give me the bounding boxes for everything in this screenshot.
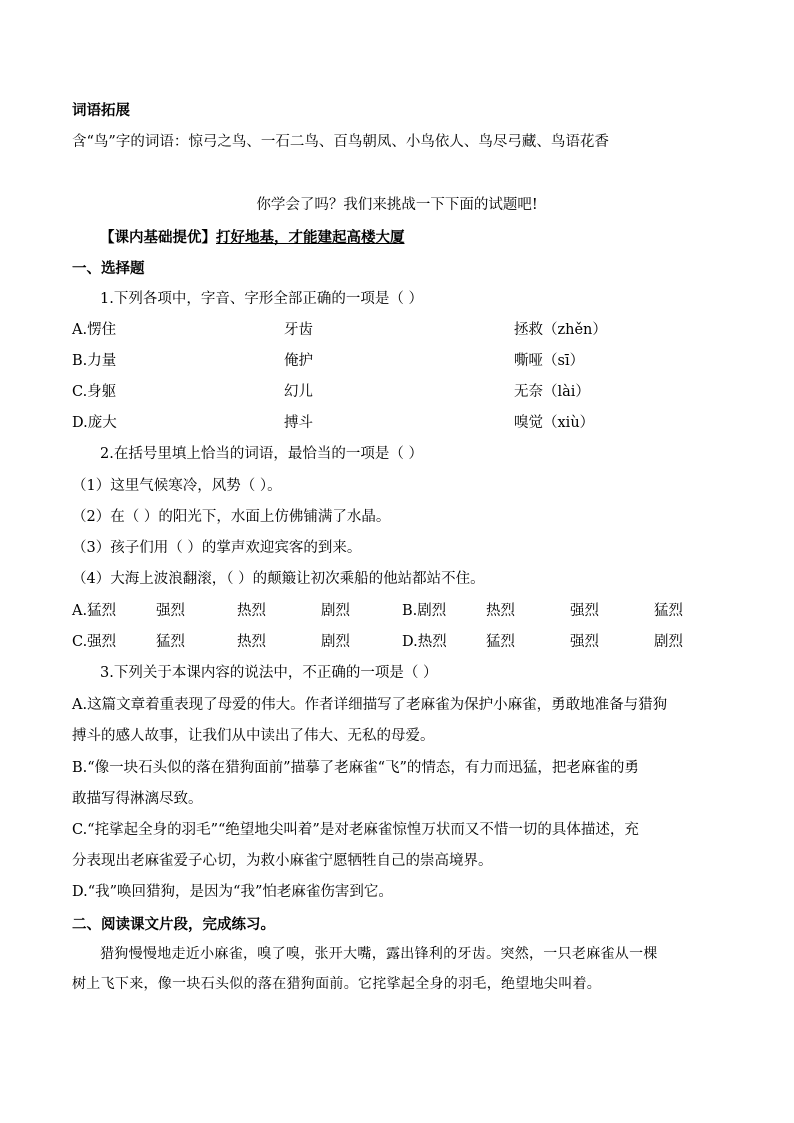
q2-cell: 剧烈 xyxy=(321,634,350,650)
q3-line: 分表现出老麻雀爱子心切，为救小麻雀宁愿牺牲自己的崇高境界。 xyxy=(72,853,493,869)
q2-cell: 强烈 xyxy=(570,634,599,650)
part2-heading: 二、阅读课文片段，完成练习。 xyxy=(72,916,275,933)
q1-cell: C.身躯 xyxy=(72,384,117,400)
banner-slogan: 打好地基，才能建起高楼大厦 xyxy=(216,229,405,246)
passage-line: 树上飞下来，像一块石头似的落在猎狗面前。它挓挲起全身的羽毛，绝望地尖叫着。 xyxy=(72,976,602,992)
q2-option-row xyxy=(72,603,722,623)
section-banner xyxy=(100,229,405,247)
banner-bracket: 【课内基础提优】 xyxy=(100,229,216,246)
q1-cell: A.愣住 xyxy=(72,322,117,338)
q1-option-row xyxy=(72,353,722,373)
q2-cell: C.强烈 xyxy=(72,634,117,650)
q2-cell: 热烈 xyxy=(486,603,515,619)
q1-cell: D.庞大 xyxy=(72,415,117,431)
challenge-text: 你学会了吗？我们来挑战一下下面的试题吧! xyxy=(256,197,538,213)
q2-item: （1）这里气候寒冷，风势（ ）。 xyxy=(72,478,282,494)
q1-cell: 无奈（lài） xyxy=(514,384,590,400)
q2-cell: D.热烈 xyxy=(402,634,447,650)
q1-stem: 1.下列各项中，字音、字形全部正确的一项是（ ） xyxy=(100,291,423,307)
q2-cell: 剧烈 xyxy=(654,634,683,650)
q3-line: A.这篇文章着重表现了母爱的伟大。作者详细描写了老麻雀为保护小麻雀，勇敢地准备与猎狗 xyxy=(72,697,668,713)
q1-option-row xyxy=(72,322,722,342)
q2-cell: A.猛烈 xyxy=(72,603,117,619)
q3-line: D.“我”唤回猎狗，是因为“我”怕老麻雀伤害到它。 xyxy=(72,884,393,900)
q2-item: （4）大海上波浪翻滚，（ ）的颠簸让初次乘船的他站都站不住。 xyxy=(72,571,485,587)
q1-cell: 幻儿 xyxy=(284,384,313,400)
q1-cell: 嘶哑（sī） xyxy=(514,353,585,369)
q2-cell: 强烈 xyxy=(570,603,599,619)
q2-cell: 猛烈 xyxy=(486,634,515,650)
q2-stem: 2.在括号里填上恰当的词语，最恰当的一项是（ ） xyxy=(100,446,423,462)
q1-cell: 拯救（zhěn） xyxy=(514,322,607,338)
q3-line: 敢描写得淋漓尽致。 xyxy=(72,791,203,807)
q1-cell: 俺护 xyxy=(284,353,313,369)
q3-line: C.“挓挲起全身的羽毛”“绝望地尖叫着”是对老麻雀惊惶万状而又不惜一切的具体描述，充 xyxy=(72,822,639,838)
q2-cell: 热烈 xyxy=(237,634,266,650)
q2-cell: 猛烈 xyxy=(156,634,185,650)
q3-line: 搏斗的感人故事，让我们从中读出了伟大、无私的母爱。 xyxy=(72,728,435,744)
q2-cell: 猛烈 xyxy=(654,603,683,619)
q2-cell: B.剧烈 xyxy=(402,603,447,619)
q3-line: B.“像一块石头似的落在猎狗面前”描摹了老麻雀“飞”的情态，有力而迅猛，把老麻雀的勇 xyxy=(72,760,639,776)
q3-stem: 3.下列关于本课内容的说法中，不正确的一项是（ ） xyxy=(100,665,438,681)
q2-item: （3）孩子们用（ ）的掌声欢迎宾客的到来。 xyxy=(72,540,362,556)
vocab-heading: 词语拓展 xyxy=(72,102,130,119)
q1-cell: 搏斗 xyxy=(284,415,313,431)
q1-option-row xyxy=(72,415,722,435)
q2-cell: 热烈 xyxy=(237,603,266,619)
q1-cell: 牙齿 xyxy=(284,322,313,338)
q2-cell: 剧烈 xyxy=(321,603,350,619)
q1-option-row xyxy=(72,384,722,404)
q2-item: （2）在（ ）的阳光下，水面上仿佛铺满了水晶。 xyxy=(72,509,391,525)
q2-cell: 强烈 xyxy=(156,603,185,619)
part1-heading: 一、选择题 xyxy=(72,260,145,277)
passage-line: 猎狗慢慢地走近小麻雀，嗅了嗅，张开大嘴，露出锋利的牙齿。突然，一只老麻雀从一棵 xyxy=(100,946,658,962)
q2-option-row xyxy=(72,634,722,654)
vocab-line: 含“鸟”字的词语：惊弓之鸟、一石二鸟、百鸟朝凤、小鸟依人、鸟尽弓藏、鸟语花香 xyxy=(72,134,609,150)
q1-cell: B.力量 xyxy=(72,353,117,369)
q1-cell: 嗅觉（xiù） xyxy=(514,415,595,431)
